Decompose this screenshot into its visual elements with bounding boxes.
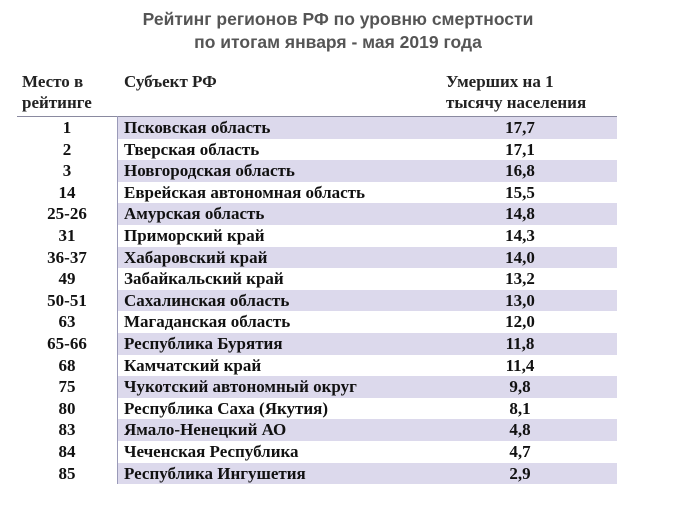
table-row [0,182,676,204]
rank-cell: 75 [58,377,76,397]
value-cell: 12,0 [505,312,535,332]
table-row [0,355,676,377]
table-row [0,419,676,441]
rank-cell: 36-37 [47,247,87,267]
column-header-rank-line-1: Место в [22,72,84,91]
table-row [0,139,676,161]
subject-cell: Амурская область [124,204,265,224]
column-header-value [446,71,586,113]
value-cell: 2,9 [509,463,531,483]
table-row [0,311,676,333]
page-title [0,8,676,54]
rank-cell: 68 [58,355,76,375]
value-cell: 4,7 [509,441,531,461]
ranking-table-body [0,117,676,484]
table-row [0,441,676,463]
table-row [0,117,676,139]
table-row [0,225,676,247]
rank-cell: 63 [58,312,76,332]
subject-cell: Чеченская Республика [124,441,299,461]
rank-cell: 2 [62,139,72,159]
subject-cell: Приморский край [124,225,265,245]
subject-column-divider [117,116,118,484]
column-header-value-line-2: тысячу населения [446,93,587,112]
value-cell: 13,2 [505,269,535,289]
rank-cell: 50-51 [47,290,87,310]
value-cell: 4,8 [509,420,531,440]
subject-cell: Магаданская область [124,312,291,332]
table-row [0,247,676,269]
value-cell: 17,1 [505,139,535,159]
subject-cell: Ямало-Ненецкий АО [124,420,287,440]
subject-cell: Сахалинская область [124,290,290,310]
value-cell: 15,5 [505,182,535,202]
value-cell: 14,0 [505,247,535,267]
rank-cell: 80 [58,398,76,418]
value-cell: 17,7 [505,118,535,137]
table-row [0,398,676,420]
rank-cell: 14 [58,182,76,202]
rank-cell: 65-66 [47,333,87,353]
value-cell: 14,8 [505,204,535,224]
subject-cell: Тверская область [124,139,260,159]
value-cell: 11,8 [505,333,535,353]
table-row [0,376,676,398]
subject-cell: Чукотский автономный округ [124,377,357,397]
rank-cell: 84 [58,441,76,461]
subject-cell: Новгородская область [124,161,295,181]
rank-cell: 1 [62,118,72,137]
rank-cell: 85 [58,463,76,483]
subject-cell: Хабаровский край [124,247,268,267]
table-row [0,203,676,225]
table-row [0,463,676,485]
column-header-rank-line-2: рейтинге [22,93,92,112]
rank-cell: 49 [58,269,76,289]
title-line-2: по итогам января - мая 2019 года [194,32,482,52]
subject-cell: Еврейская автономная область [124,182,366,202]
column-header-value-line-1: Умерших на 1 [446,72,554,91]
subject-cell: Республика Бурятия [124,333,283,353]
rank-cell: 3 [62,161,72,181]
value-cell: 13,0 [505,290,535,310]
column-header-subject: Субъект РФ [124,72,217,91]
value-cell: 9,8 [509,377,531,397]
rank-cell: 25-26 [47,204,87,224]
subject-cell: Республика Ингушетия [124,463,306,483]
value-cell: 8,1 [509,398,531,418]
table-row [0,333,676,355]
title-line-1: Рейтинг регионов РФ по уровню смертности [142,9,534,29]
rank-cell: 31 [58,225,76,245]
value-cell: 16,8 [505,161,535,181]
rank-cell: 83 [58,420,76,440]
subject-cell: Республика Саха (Якутия) [124,398,329,418]
subject-cell: Камчатский край [124,355,262,375]
subject-cell: Забайкальский край [124,269,284,289]
subject-cell: Псковская область [124,118,271,137]
value-cell: 11,4 [505,355,535,375]
table-row [0,268,676,290]
table-row [0,160,676,182]
value-cell: 14,3 [505,225,535,245]
column-header-rank [22,71,92,113]
table-row [0,290,676,312]
